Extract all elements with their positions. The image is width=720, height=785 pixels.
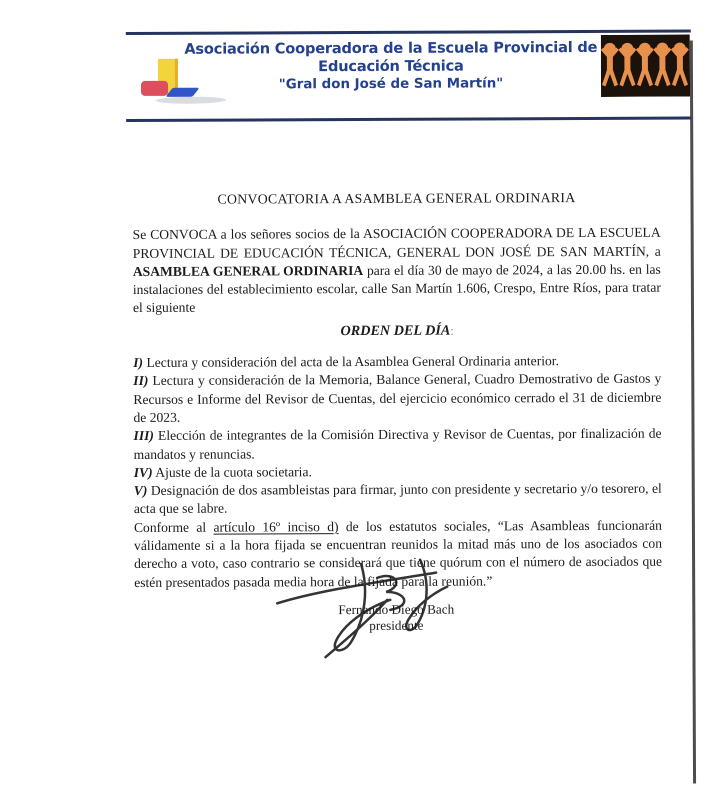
agenda-heading-text: ORDEN DEL DÍA <box>340 322 451 339</box>
signature-block <box>241 551 551 634</box>
signatory-role: presidente <box>369 617 424 633</box>
agenda-item-text: Elección de integrantes de la Comisión Directiva y Revisor de Cuentas, por finalización de mandatos y renuncias. <box>133 425 662 462</box>
intro-tail: para el día 30 de mayo de 2024, a las 20.00 hs. en las instalaciones del establecimiento escolar, calle San Martín 1.606, Crespo, Entre Ríos, para tratar el siguiente <box>132 261 661 316</box>
agenda-item <box>133 352 661 373</box>
document-title: CONVOCATORIA A ASAMBLEA GENERAL ORDINARIA <box>217 190 576 207</box>
org-name: Asociación Cooperadora de la Escuela Provincial de Educación Técnica <box>184 38 598 76</box>
intro-emphasis: ASAMBLEA GENERAL ORDINARIA <box>132 262 364 279</box>
agenda-item <box>133 425 661 464</box>
agenda-item-numeral: I) <box>133 355 144 371</box>
intro-paragraph <box>133 224 661 318</box>
statute-reference: artículo 16º inciso d) <box>213 518 339 535</box>
intro-lead: Se CONVOCA a los señores socios de la ASOCIACIÓN COOPERADORA DE LA ESCUELA PROVINCIAL DE EDUCACIÓN TÉCNICA, GENERAL DON JOSÉ DE SAN MARTÍN, a <box>132 224 661 261</box>
people-chain-icon <box>601 35 690 97</box>
document-body <box>132 189 662 592</box>
agenda-item-numeral: IV) <box>133 464 153 480</box>
agenda-item-numeral: V) <box>133 483 148 499</box>
closing-lead: Conforme al <box>133 519 214 535</box>
scan-edge-line <box>690 41 696 784</box>
agenda-item <box>134 480 662 519</box>
signatory-name: Fernando Diego Bach <box>338 601 455 618</box>
agenda-item-text: Ajuste de la cuota societaria. <box>155 464 312 480</box>
school-name: "Gral don José de San Martín" <box>278 76 504 93</box>
logo-swoosh-shape <box>154 97 229 104</box>
agenda-item-text: Lectura y consideración del acta de la Asamblea General Ordinaria anterior. <box>146 353 560 371</box>
agenda-item-numeral: III) <box>133 428 154 444</box>
agenda-item <box>134 462 662 483</box>
agenda-item-text: Designación de dos asambleistas para firmar, junto con presidente y secretario y/o tesorero, el acta que se labre. <box>133 480 662 517</box>
agenda-list <box>133 352 662 519</box>
logo-red-shape <box>141 81 168 96</box>
letterhead-bottom-rule <box>126 117 691 122</box>
agenda-item-text: Lectura y consideración de la Memoria, Balance General, Cuadro Demostrativo de Gastos y Recursos e Informe del Revisor de Cuentas, del ejercicio económico cerrado el 31 de diciembre de 2023. <box>133 371 662 425</box>
agenda-heading <box>133 320 661 341</box>
letterhead-text <box>181 39 601 95</box>
agenda-item-numeral: II) <box>133 373 149 389</box>
agenda-heading-colon: : <box>450 323 454 338</box>
letterhead <box>126 27 691 125</box>
closing-tail: de los estatutos sociales, “Las Asambleas funcionarán válidamente si a la hora fijada se encuentran reunidos la mitad más uno de los asociados con derecho a voto, caso contrario se considerará que tiene quórum con el número de asociados que estén presentados pasada media hora de la fijada para la reunión.” <box>133 517 663 590</box>
agenda-item <box>133 370 661 427</box>
